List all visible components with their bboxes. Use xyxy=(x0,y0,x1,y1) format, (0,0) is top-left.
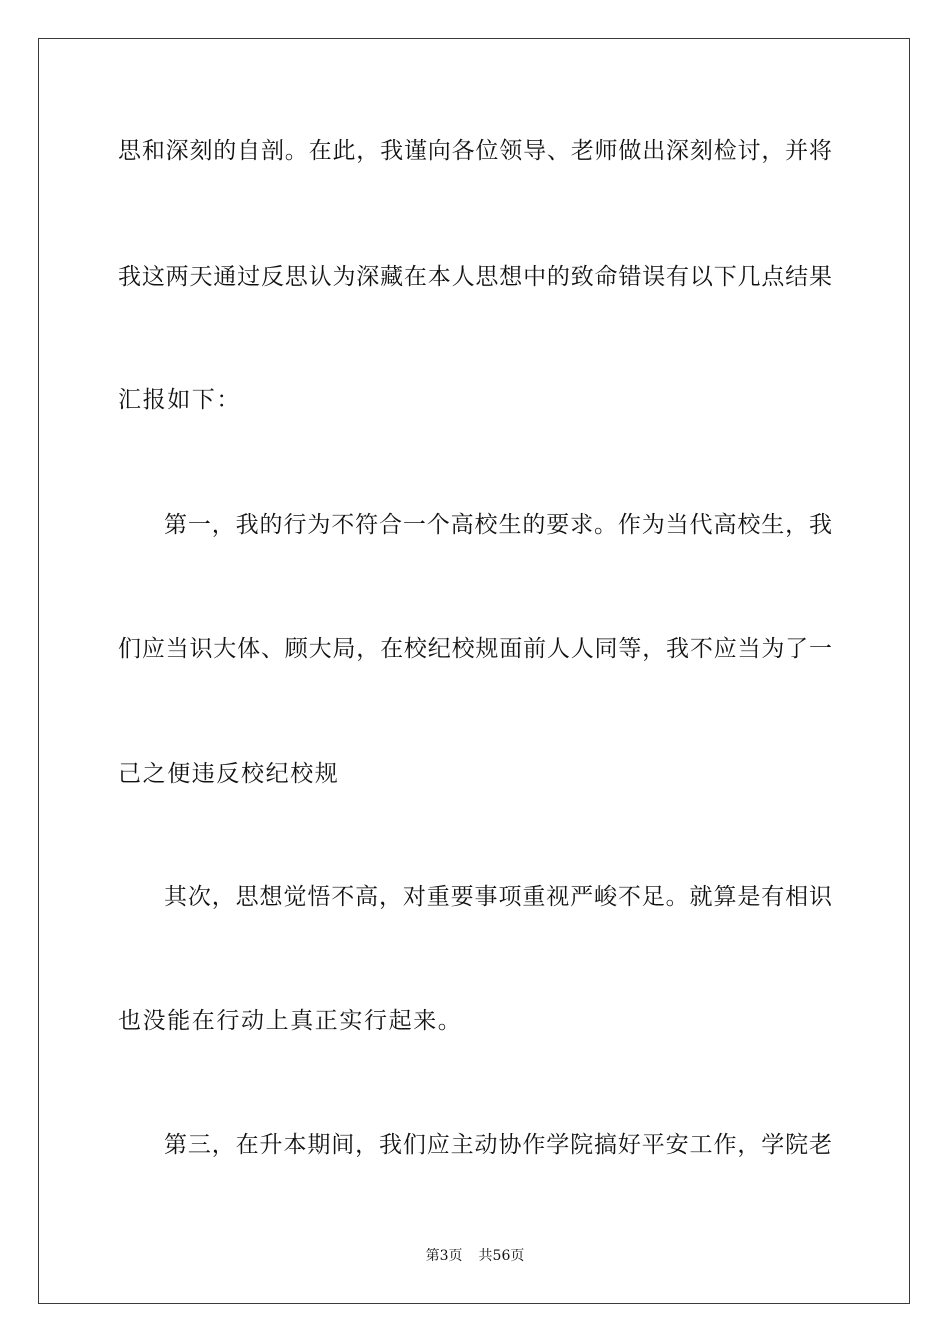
page-border xyxy=(38,38,910,1304)
total-pages: 共56页 xyxy=(478,1248,525,1264)
paragraph-first-line: 其次，思想觉悟不高，对重要事项重视严峻不足。就算是有相识 xyxy=(164,884,832,910)
page-footer xyxy=(0,1247,950,1265)
text-line: 我这两天通过反思认为深藏在本人思想中的致命错误有以下几点结果 xyxy=(118,264,832,290)
page-number: 第3页 xyxy=(425,1248,463,1264)
text-line: 汇报如下： xyxy=(118,387,241,413)
paragraph-first-line: 第三，在升本期间，我们应主动协作学院搞好平安工作，学院老 xyxy=(164,1132,832,1158)
text-line: 己之便违反校纪校规 xyxy=(118,761,340,787)
text-line: 们应当识大体、顾大局，在校纪校规面前人人同等，我不应当为了一 xyxy=(118,636,832,662)
paragraph-first-line: 第一，我的行为不符合一个高校生的要求。作为当代高校生，我 xyxy=(164,512,832,538)
text-line: 也没能在行动上真正实行起来。 xyxy=(118,1008,463,1034)
text-line: 思和深刻的自剖。在此，我谨向各位领导、老师做出深刻检讨，并将 xyxy=(118,138,832,164)
